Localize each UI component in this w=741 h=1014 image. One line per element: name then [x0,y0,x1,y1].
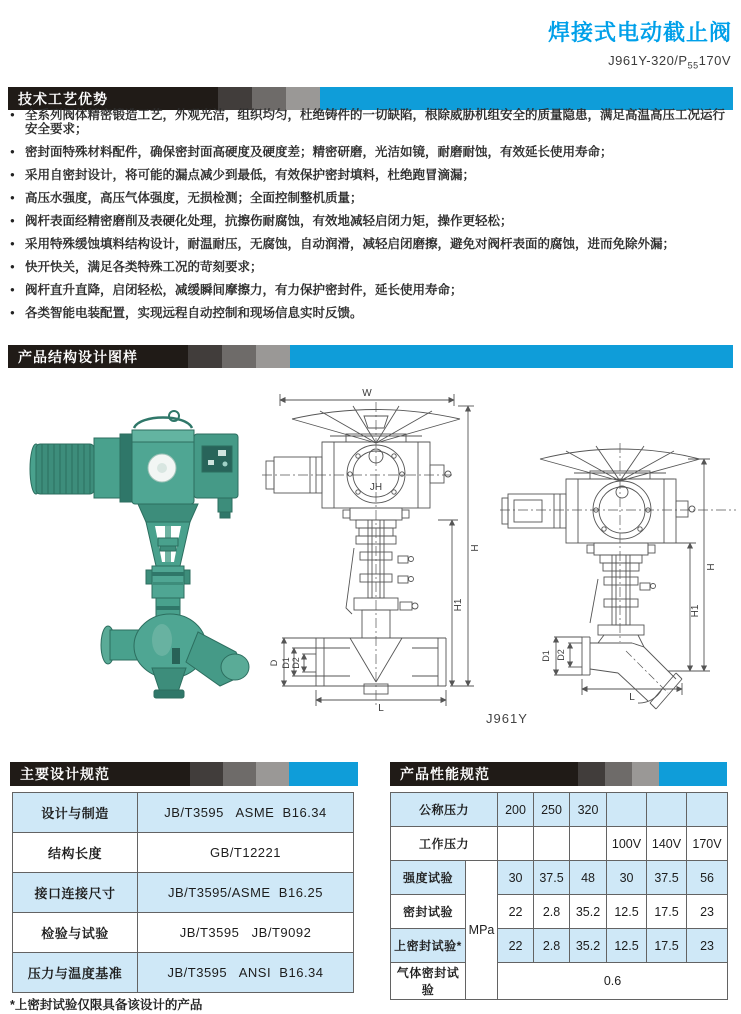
design-spec-label: 结构长度 [13,833,138,873]
valve-photo-image [22,392,258,704]
design-spec-label: 压力与温度基准 [13,953,138,993]
dim-label-w: W [362,388,372,399]
design-spec-label: 设计与制造 [13,793,138,833]
design-spec-table [12,792,354,993]
gradient-block [188,345,222,368]
perf-cell: 250 [534,793,570,827]
perf-cell: 23 [687,895,728,929]
design-spec-value: JB/T3595 ASME B16.34 [138,793,354,833]
performance-table [390,792,728,1000]
perf-cell: 2.8 [534,895,570,929]
perf-cell: 2.8 [534,929,570,963]
bullet-icon: ● [10,239,15,248]
page-title: 焊接式电动截止阀 [547,20,732,45]
model-prefix: J961Y-320/P [608,53,688,68]
perf-cell: 100V [607,827,647,861]
feature-text: 高压水强度，高压气体强度，无损检测；全面控制整机质量； [25,191,363,205]
feature-text: 采用特殊缓蚀填料结构设计，耐温耐压，无腐蚀，自动润滑，减轻启闭磨擦，避免对阀杆表面的腐蚀，进而免除外漏； [25,237,676,251]
section-title-tech: 技术工艺优势 [8,87,218,110]
table-row [391,963,728,1000]
section-header-structure [8,345,733,368]
perf-cell [687,793,728,827]
table-row [391,793,728,827]
gradient-block [222,345,256,368]
gradient-block [223,762,256,786]
gradient-block [286,87,320,110]
dim-label-d1: D1 [281,657,291,669]
feature-text: 各类智能电装配置，实现远程自动控制和现场信息实时反馈。 [25,306,363,320]
drawing-caption: J961Y [486,711,528,726]
dim-label-h: H [706,563,717,571]
feature-text: 采用自密封设计，将可能的漏点减少到最低，有效保护密封填料，杜绝跑冒滴漏； [25,168,476,182]
table-row [391,861,728,895]
perf-cell: 48 [570,861,607,895]
table-row [13,913,354,953]
perf-row-label: 强度试验 [391,861,466,895]
feature-text: 快开快关，满足各类特殊工况的苛刻要求； [25,260,263,274]
feature-item [10,168,734,182]
feature-item [10,214,734,228]
bullet-icon: ● [10,216,15,225]
design-spec-label: 接口连接尺寸 [13,873,138,913]
feature-item [10,306,734,320]
accent-bar [320,87,733,110]
footnote: *上密封试验仅限具备该设计的产品 [10,998,203,1012]
front-view-drawing [258,386,504,712]
feature-item [10,283,734,297]
dim-label-d1: D1 [541,650,551,662]
perf-cell [570,827,607,861]
feature-item [10,260,734,274]
model-suffix: 170V [698,53,731,68]
model-number [608,53,731,71]
section-header-design [10,762,358,786]
dim-label-d2: D2 [291,657,301,669]
gradient-block [605,762,632,786]
perf-cell: 17.5 [647,929,687,963]
feature-text: 阀杆直升直降，启闭轻松，减缓瞬间摩擦力，有力保护密封件，延长使用寿命； [25,283,463,297]
unit-cell: MPa [466,861,498,1000]
perf-cell: 56 [687,861,728,895]
bullet-icon: ● [10,147,15,156]
perf-cell: 37.5 [647,861,687,895]
perf-row-label: 工作压力 [391,827,498,861]
design-spec-value: JB/T3595/ASME B16.25 [138,873,354,913]
table-row [13,873,354,913]
section-title-design: 主要设计规范 [10,762,190,786]
bullet-icon: ● [10,193,15,202]
dim-label-l: L [629,692,635,703]
accent-bar [659,762,727,786]
design-spec-value: GB/T12221 [138,833,354,873]
feature-list [10,108,734,329]
section-header-tech [8,87,733,110]
gradient-block [256,762,289,786]
bullet-icon: ● [10,262,15,271]
section-title-performance: 产品性能规范 [390,762,578,786]
model-subscript: 55 [687,60,699,71]
design-spec-value: JB/T3595 ANSI B16.34 [138,953,354,993]
accent-bar [289,762,358,786]
section-title-structure: 产品结构设计图样 [8,345,188,368]
dim-label-d: D [269,659,279,667]
dim-label-h1: H1 [453,598,464,612]
perf-cell: 22 [498,895,534,929]
perf-cell: 200 [498,793,534,827]
table-row [13,833,354,873]
perf-cell: 17.5 [647,895,687,929]
perf-row-label: 气体密封试验 [391,963,466,1000]
design-spec-value: JB/T3595 JB/T9092 [138,913,354,953]
table-row [391,929,728,963]
bullet-icon: ● [10,170,15,179]
perf-row-label: 上密封试验* [391,929,466,963]
table-row [391,895,728,929]
gradient-block [578,762,605,786]
section-header-performance [390,762,727,786]
perf-cell: 12.5 [607,929,647,963]
perf-cell: 320 [570,793,607,827]
actuator-label: JH [369,482,383,493]
gradient-block [632,762,659,786]
perf-cell: 35.2 [570,929,607,963]
perf-row-label: 公称压力 [391,793,498,827]
dim-label-d2: D2 [556,649,566,661]
gradient-block [190,762,223,786]
perf-cell: 170V [687,827,728,861]
feature-item [10,145,734,159]
bullet-icon: ● [10,285,15,294]
perf-cell: 37.5 [534,861,570,895]
gradient-block [218,87,252,110]
feature-item [10,191,734,205]
table-row [13,793,354,833]
gradient-block [256,345,290,368]
dim-label-h1: H1 [690,604,701,618]
gradient-block [252,87,286,110]
perf-cell [607,793,647,827]
perf-cell [498,827,534,861]
perf-cell: 22 [498,929,534,963]
perf-cell: 0.6 [498,963,728,1000]
table-row [391,827,728,861]
perf-cell: 12.5 [607,895,647,929]
bullet-icon: ● [10,308,15,317]
angle-view-drawing [498,437,741,717]
perf-cell [534,827,570,861]
bullet-icon: ● [10,110,15,119]
feature-text: 密封面特殊材料配件，确保密封面高硬度及硬度差；精密研磨，光洁如镜，耐磨耐蚀，有效延长使用寿命； [25,145,613,159]
perf-cell: 23 [687,929,728,963]
table-row [13,953,354,993]
perf-cell: 35.2 [570,895,607,929]
design-spec-label: 检验与试验 [13,913,138,953]
dim-label-h: H [470,544,481,552]
dim-label-l: L [378,703,384,712]
accent-bar [290,345,733,368]
feature-text: 全系列阀体精密锻造工艺，外观光洁，组织均匀，杜绝铸件的一切缺陷，根除威胁机组安全的质量隐患，满足高温高压工况运行安全要求； [25,108,726,136]
perf-cell: 30 [498,861,534,895]
perf-row-label: 密封试验 [391,895,466,929]
feature-item [10,237,734,251]
perf-cell [647,793,687,827]
perf-cell: 30 [607,861,647,895]
feature-item [10,108,734,136]
perf-cell: 140V [647,827,687,861]
feature-text: 阀杆表面经精密磨削及表硬化处理，抗擦伤耐腐蚀，有效地减轻启闭力矩，操作更轻松； [25,214,513,228]
